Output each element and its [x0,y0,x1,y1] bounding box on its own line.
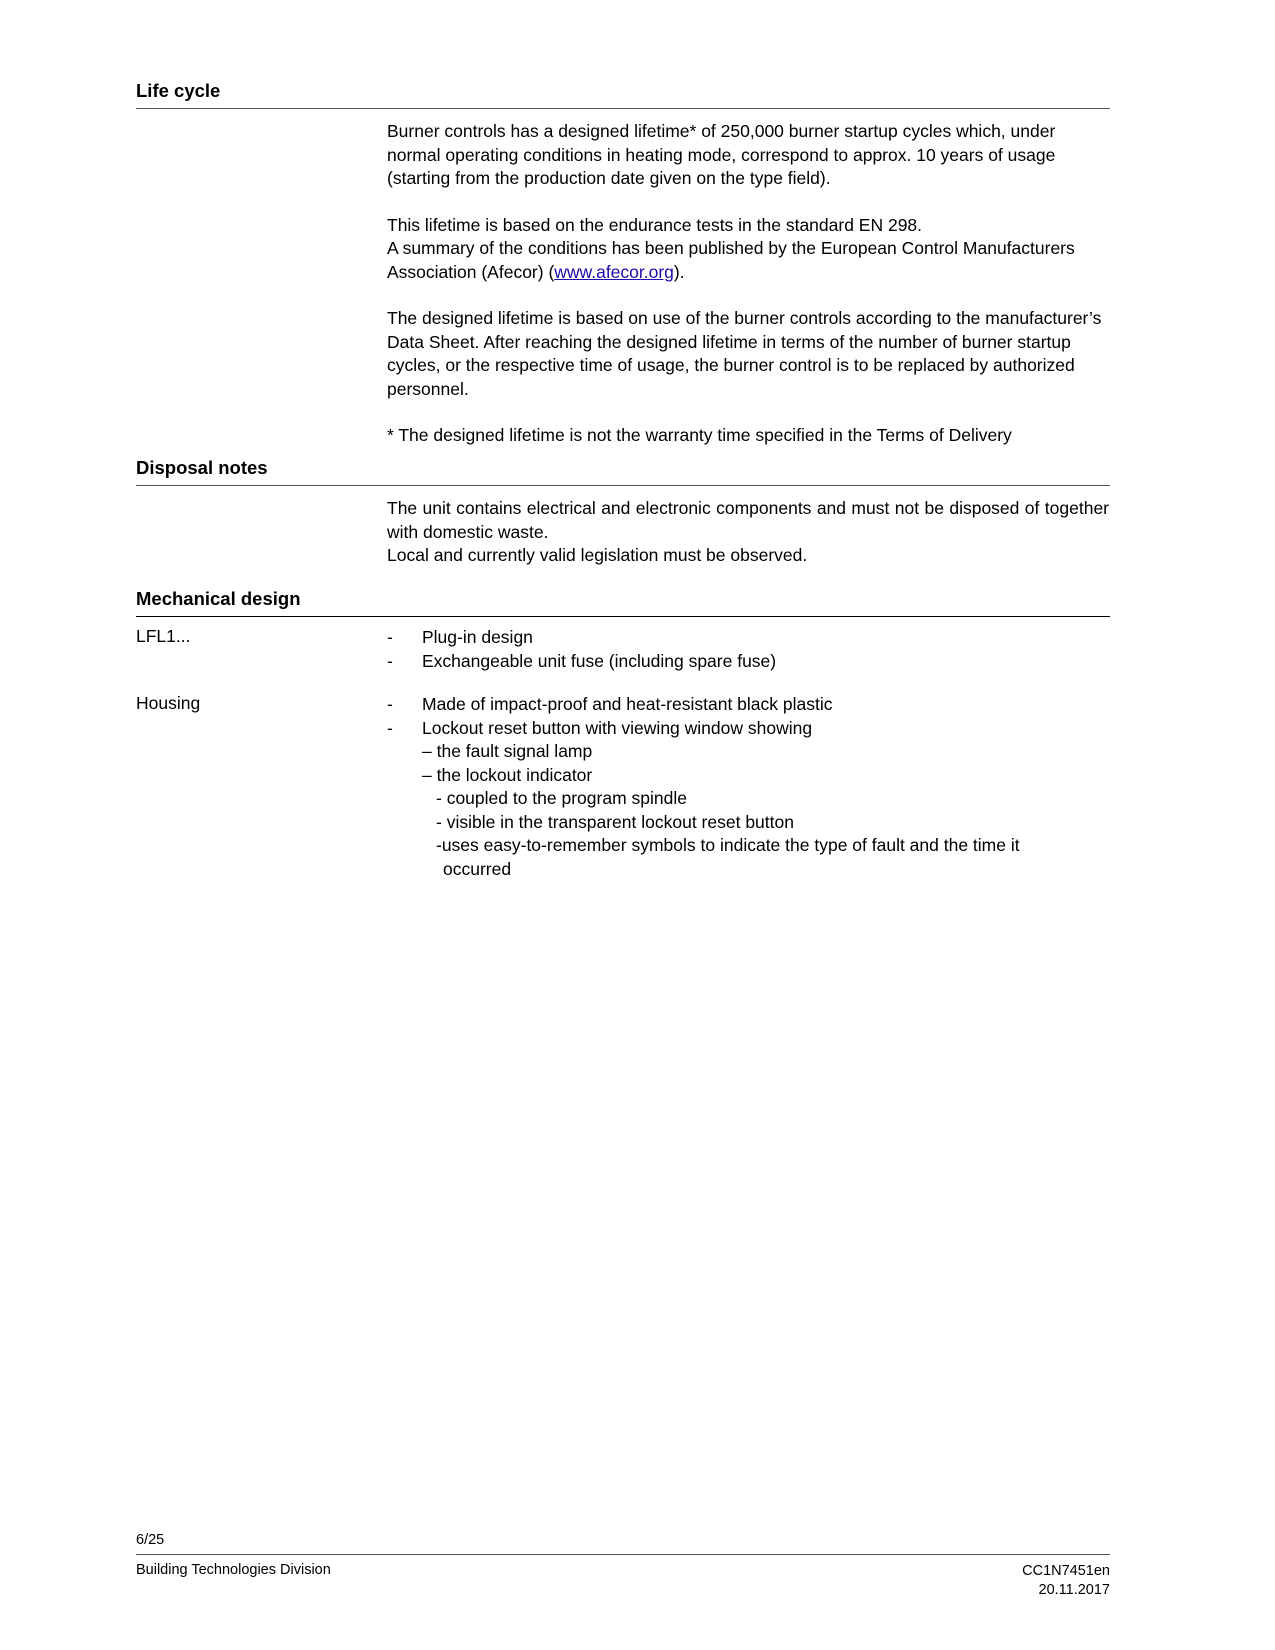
bullet-dash: - [387,650,393,671]
life-cycle-paragraph-2 [387,214,1109,285]
list-item: - Plug-in design [387,626,1109,650]
life-cycle-paragraph-3: The designed lifetime is based on use of the burner controls according to the manufacturer’s Data Sheet. After reaching the designed lifetime in terms of the number of burner startup cycles, or the respective time of usage, the burner control is to be replaced by authorized personnel. [387,308,1102,399]
housing-bullet-list [387,693,1109,881]
lfl-bullet-list [387,626,1109,673]
sub-sub-list-item: - visible in the transparent lockout reset button [436,811,794,832]
sub-sub-list-item: - coupled to the program spindle [436,788,687,808]
lfl-label: LFL1... [136,626,191,646]
footer-doc-info [1022,1562,1110,1600]
afecor-link[interactable]: www.afecor.org [554,261,674,282]
list-item: - Lockout reset button with viewing window showing [387,717,1109,741]
housing-label: Housing [136,693,201,713]
bullet-dash: - [387,717,393,738]
sub-list-item: – the fault signal lamp [422,741,593,761]
life-cycle-paragraph-2-end: ). [673,261,685,282]
footer-division: Building Technologies Division [136,1562,331,1578]
sub-sub-list-item-continuation: occurred [443,858,512,879]
life-cycle-paragraph-1: Burner controls has a designed lifetime* of 250,000 burner startup cycles which, under normal operating conditions in heating mode, correspond to approx. 10 years of usage (starting from the production date given on the type field). [387,121,1056,188]
section-heading-disposal-notes: Disposal notes [136,457,1110,486]
sub-list-item: – the lockout indicator [422,764,593,785]
life-cycle-footnote: * The designed lifetime is not the warranty time specified in the Terms of Delivery [387,425,1012,445]
sub-sub-list-item: -uses easy-to-remember symbols to indicate the type of fault and the time it [436,835,1020,855]
disposal-paragraph-2: Local and currently valid legislation must be observed. [387,545,808,565]
life-cycle-body [387,120,1109,471]
document-id: CC1N7451en [1022,1563,1110,1579]
bullet-dash: - [387,627,393,647]
life-cycle-paragraph-2-line-2: A summary of the conditions has been published by the European Control Manufacturers Association (Afecor) ( [387,238,1075,282]
document-date: 20.11.2017 [1038,1582,1110,1598]
page-number: 6/25 [136,1532,165,1548]
section-heading-life-cycle: Life cycle [136,80,1110,109]
disposal-paragraph-1: The unit contains electrical and electronic components and must not be disposed of together with domestic waste. [387,498,1109,542]
footer-divider [136,1554,1110,1555]
list-item: - Exchangeable unit fuse (including spare fuse) [387,650,1109,674]
section-heading-mechanical-design: Mechanical design [136,588,1110,617]
disposal-body [387,497,1109,568]
list-item: - Made of impact-proof and heat-resistant black plastic [387,693,1109,717]
life-cycle-paragraph-2-line-1: This lifetime is based on the endurance tests in the standard EN 298. [387,214,923,235]
bullet-dash: - [387,694,393,714]
